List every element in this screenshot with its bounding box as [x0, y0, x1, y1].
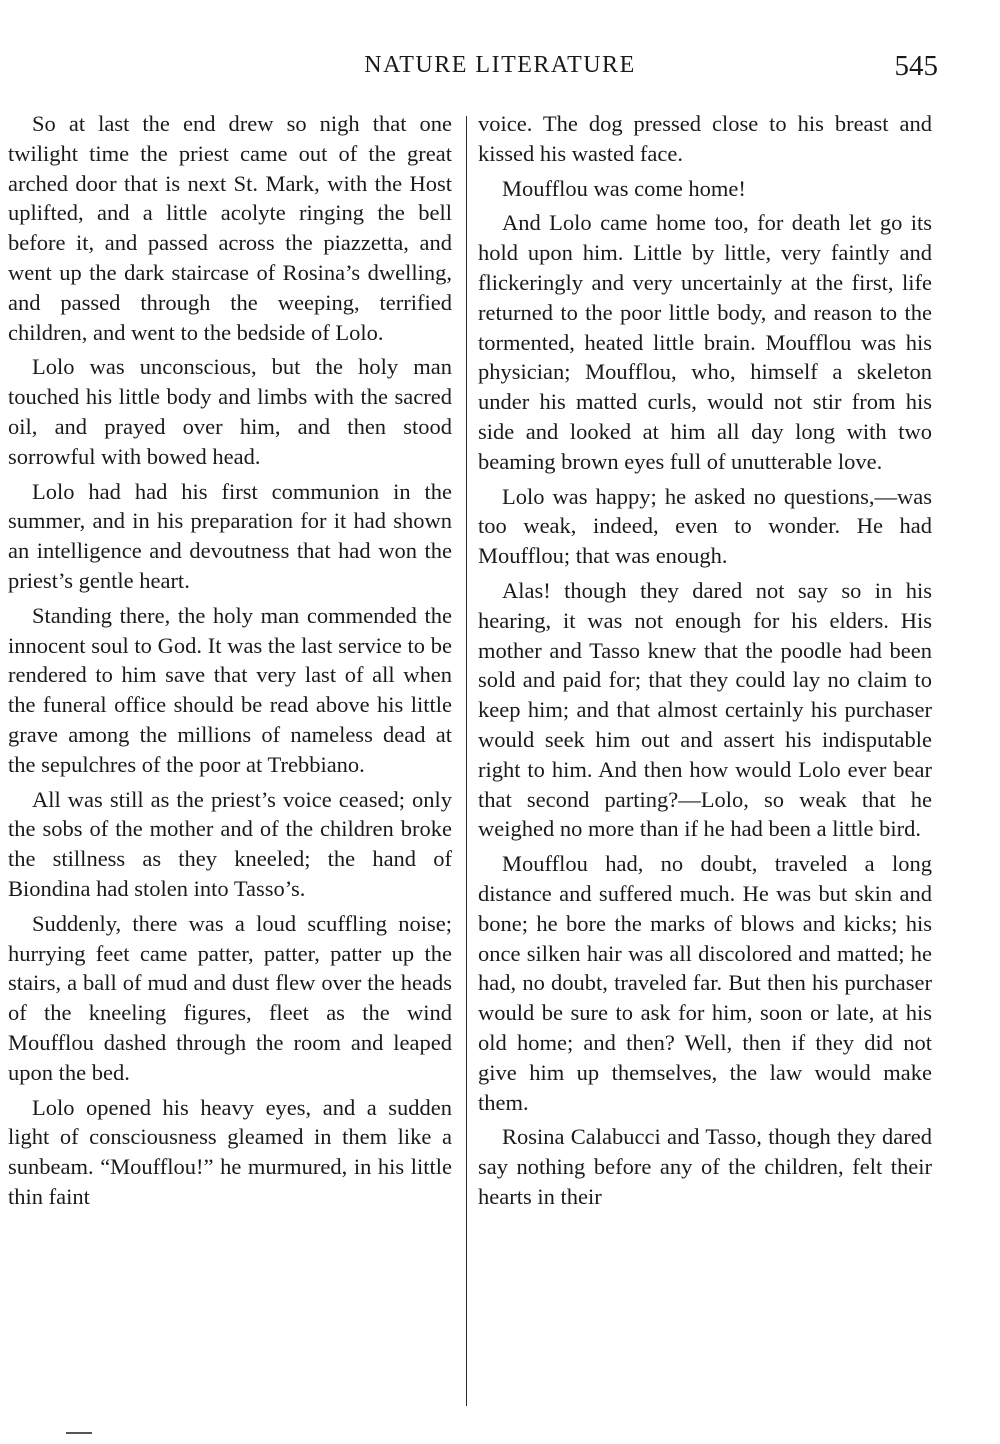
paragraph: Lolo was happy; he asked no questions,—was too weak, indeed, even to wonder. He had Moufflou; that was enough.: [478, 483, 932, 569]
paragraph: So at last the end drew so nigh that one twilight time the priest came out of the great arched door that is next St. Mark, with the Host uplifted, and a little acolyte ringing the bell before it, and passed across the piazzetta, and went up the dark staircase of Rosina’s dwelling, and passed through the weeping, terrified children, and went to the bedside of Lolo.: [8, 111, 452, 345]
signature-mark: [66, 1432, 92, 1434]
paragraph: Lolo opened his heavy eyes, and a sudden light of consciousness gleamed in them like a sunbeam. “Moufflou!” he murmured, in his little thin faint: [8, 1094, 452, 1209]
left-column: [8, 109, 452, 1217]
paragraph: Alas! though they dared not say so in his hearing, it was not enough for his elders. His mother and Tasso knew that the poodle had been sold and paid for; that they could lay no claim to keep him; and that almost certainly his purchaser would seek him out and assert his indisputable right to him. And then how would Lolo ever bear that second parting?—Lolo, so weak that he weighed no more than if he had been a little bird.: [478, 577, 932, 842]
paragraph-continued: voice. The dog pressed close to his breast and kissed his wasted face.: [478, 111, 932, 166]
paragraph: Rosina Calabucci and Tasso, though they dared say nothing before any of the children, felt their hearts in their: [478, 1124, 932, 1209]
column-divider: [466, 116, 467, 1406]
running-head: NATURE LITERATURE: [364, 52, 636, 78]
paragraph: Moufflou was come home!: [502, 175, 746, 201]
page-number: 545: [894, 50, 938, 82]
paragraph: Moufflou had, no doubt, traveled a long distance and suffered much. He was but skin and bone; he bore the marks of blows and kicks; his once silken hair was all discolored and matted; he had, no doubt, traveled far. But then his purchaser would be sure to ask for him, soon or late, at his old home; and then? Well, then if they did not give him up themselves, the law would make them.: [478, 851, 932, 1115]
right-column: [478, 109, 932, 1217]
paragraph: All was still as the priest’s voice ceased; only the sobs of the mother and of the children broke the stillness as they kneeled; the hand of Biondina had stolen into Tasso’s.: [8, 786, 452, 901]
paragraph: And Lolo came home too, for death let go its hold upon him. Little by little, very faintly and flickeringly and very uncertainly at the first, life returned to the poor little body, and reason to the tormented, heated little brain. Moufflou was his physician; Moufflou, who, himself a skeleton under his matted curls, would not stir from his side and looked at him all day long with two beaming brown eyes full of unutterable love.: [478, 210, 932, 474]
paragraph: Lolo had had his first communion in the summer, and in his preparation for it had shown an intelligence and devoutness that had won the priest’s gentle heart.: [8, 478, 452, 593]
paragraph: Suddenly, there was a loud scuffling noise; hurrying feet came patter, patter, patter up the stairs, a ball of mud and dust flew over the heads of the kneeling figures, fleet as the wind Moufflou dashed through the room and leaped upon the bed.: [8, 910, 452, 1085]
paragraph: Lolo was unconscious, but the holy man touched his little body and limbs with the sacred oil, and prayed over him, and then stood sorrowful with bowed head.: [8, 354, 452, 469]
paragraph: Standing there, the holy man commended the innocent soul to God. It was the last service to be rendered to him save that very last of all when the funeral office should be read above his little grave among the millions of nameless dead at the sepulchres of the poor at Trebbiano.: [8, 602, 452, 777]
